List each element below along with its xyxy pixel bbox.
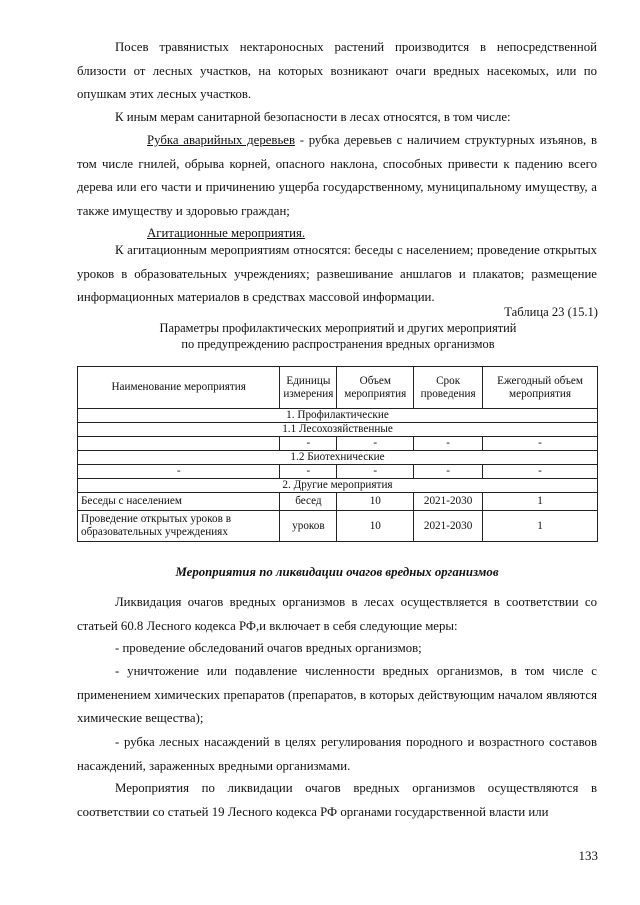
emergency-felling-text: - рубка деревьев с наличием структурных изъянов, в том числе гнилей, обрыва корней, опасного наклона, способных привести к падению всего дерева или его части и причинению ущерба государственному, муниципальному имуществу, а также имуществу и здоровью граждан; <box>77 133 597 218</box>
cell: - <box>280 465 337 479</box>
cell: 1 <box>483 493 598 511</box>
cell: 2021-2030 <box>414 511 483 542</box>
table-group-row <box>78 423 598 437</box>
header-units: Единицы измерения <box>280 367 337 409</box>
table-group-row <box>78 451 598 465</box>
table-header-row <box>78 367 598 409</box>
table-title <box>78 320 598 352</box>
cell: - <box>414 437 483 451</box>
group-biotechnical: 1.2 Биотехнические <box>78 451 598 465</box>
list-item: - проведение обследований очагов вредных организмов; <box>115 641 422 655</box>
cell: - <box>483 437 598 451</box>
cell: уроков <box>280 511 337 542</box>
table-group-row <box>78 479 598 493</box>
header-name: Наименование мероприятия <box>78 367 280 409</box>
paragraph-liquidation: Ликвидация очагов вредных организмов в лесах осуществляется в соответствии со статьей 60.8 Лесного кодекса РФ,и включает в себя следующие меры: <box>77 595 597 633</box>
group-forestry: 1.1 Лесохозяйственные <box>78 423 598 437</box>
term-agitation: Агитационные мероприятия. <box>147 226 306 240</box>
cell: - <box>78 465 280 479</box>
term-emergency-felling: Рубка аварийных деревьев <box>147 133 296 147</box>
paragraph-emergency-felling <box>77 129 597 223</box>
section-heading: Мероприятия по ликвидации очагов вредных организмов <box>175 565 499 579</box>
list-item: - рубка лесных насаждений в целях регулирования породного и возрастного составов насаждений, зараженных вредными организмами. <box>77 735 597 773</box>
paragraph-authorities: Мероприятия по ликвидации очагов вредных организмов осуществляются в соответствии со статьей 19 Лесного кодекса РФ органами государственной власти или <box>77 781 597 819</box>
table-title-line-1: Параметры профилактических мероприятий и других мероприятий <box>159 321 517 335</box>
list-item: - уничтожение или подавление численности вредных организмов, в том числе с применением химических препаратов (препаратов, в которых действующим началом являются химические вещества); <box>77 664 597 725</box>
table-row <box>78 493 598 511</box>
cell: 10 <box>337 493 414 511</box>
group-preventive: 1. Профилактические <box>78 409 598 423</box>
cell: 10 <box>337 511 414 542</box>
cell: бесед <box>280 493 337 511</box>
cell: - <box>414 465 483 479</box>
parameters-table <box>77 366 598 542</box>
table-title-line-2: по предупреждению распространения вредных организмов <box>181 337 495 351</box>
cell: - <box>280 437 337 451</box>
cell: 2021-2030 <box>414 493 483 511</box>
table-group-row <box>78 409 598 423</box>
paragraph-sanitary-measures: К иным мерам санитарной безопасности в лесах относятся, в том числе: <box>115 110 511 124</box>
cell: Беседы с населением <box>78 493 280 511</box>
cell <box>78 437 280 451</box>
header-volume: Объем мероприятия <box>337 367 414 409</box>
table-row <box>78 437 598 451</box>
paragraph-nectar-plants: Посев травянистых нектароносных растений производится в непосредственной близости от лесных участков, на которых возникают очаги вредных насекомых, или по опушкам этих лесных участков. <box>77 40 597 101</box>
cell: 1 <box>483 511 598 542</box>
header-annual: Ежегодный объем мероприятия <box>483 367 598 409</box>
cell: - <box>337 437 414 451</box>
cell: - <box>483 465 598 479</box>
cell: Проведение открытых уроков в образовательных учреждениях <box>78 511 280 542</box>
group-other: 2. Другие мероприятия <box>78 479 598 493</box>
table-row <box>78 511 598 542</box>
paragraph-agitation: К агитационным мероприятиям относятся: беседы с населением; проведение открытых уроков в образовательных учреждениях; развешивание аншлагов и плакатов; размещение информационных материалов в средствах массовой информации. <box>77 243 597 304</box>
header-term: Срок проведения <box>414 367 483 409</box>
table-row <box>78 465 598 479</box>
cell: - <box>337 465 414 479</box>
table-number: Таблица 23 (15.1) <box>504 305 598 319</box>
page-number: 133 <box>578 848 598 863</box>
